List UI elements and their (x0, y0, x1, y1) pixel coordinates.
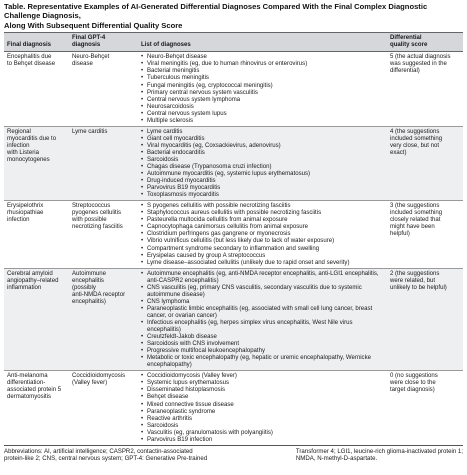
list-item: • Systemic lupus erythematosus (141, 380, 384, 387)
list-item: • Staphylococcus aureus cellulitis with possible necrotizing fasciitis (141, 210, 384, 217)
quality-score-cell: 3 (the suggestions included something closely related that might have been helpful) (387, 201, 463, 268)
list-item: • Central nervous system lupus (141, 111, 384, 118)
diagnoses-list-cell (138, 268, 387, 371)
quality-score-cell: 0 (no suggestions were close to the target diagnosis) (387, 371, 463, 445)
list-item: • Viral myocarditis (eg, Coxsackievirus, adenovirus) (141, 143, 384, 150)
list-item: • Multiple sclerosis (141, 118, 384, 125)
list-item: • Sarcoidosis with CNS involvement (141, 341, 384, 348)
final-diagnosis-cell: Encephalitis due to Behçet disease (4, 52, 69, 126)
list-item: • Central nervous system lymphoma (141, 97, 384, 104)
list-item: • Neurosarcoidosis (141, 104, 384, 111)
diagnoses-list-cell (138, 126, 387, 200)
table-header-row (4, 33, 463, 52)
list-item: • Paraneoplastic limbic encephalitis (eg, associated with small cell lung cancer, breast cancer, or ovarian cancer) (141, 306, 384, 320)
gpt4-diagnosis-cell: Coccidioidomycosis (Valley fever) (69, 371, 138, 445)
list-item: • Reactive arthritis (141, 416, 384, 423)
list-item: • Clostridium perfringens gas gangrene or myonecrosis (141, 231, 384, 238)
table-row (4, 371, 463, 445)
list-item: • Parvovirus B19 infection (141, 437, 384, 444)
table-caption (4, 2, 463, 30)
table-footnote (4, 448, 463, 463)
list-item: • Bacterial meningitis (141, 68, 384, 75)
list-item: • Progressive multifocal leukoencephalopathy (141, 348, 384, 355)
diagnoses-list-cell (138, 52, 387, 126)
list-item: • Mixed connective tissue disease (141, 402, 384, 409)
caption-line-2: Along With Subsequent Differential Quality Score (4, 20, 183, 30)
list-item: • Sarcoidosis (141, 157, 384, 164)
differential-table (4, 32, 463, 446)
table-row (4, 268, 463, 371)
list-item: • Capnocytophaga canimorsus cellulitis from animal exposure (141, 224, 384, 231)
list-item: • Lyme carditis (141, 129, 384, 136)
list-item: • Behçet disease (141, 394, 384, 401)
header-list-of-diagnoses: List of diagnoses (138, 33, 387, 52)
list-item: • Neuro-Behçet disease (141, 54, 384, 61)
gpt4-diagnosis-cell: Neuro-Behçet disease (69, 52, 138, 126)
caption-line-1: Table. Representative Examples of AI-Generated Differential Diagnoses Compared With the Final Complex Diagnostic Challenge Diagnosis, (4, 2, 428, 21)
gpt4-diagnosis-cell: Lyme carditis (69, 126, 138, 200)
list-item: • Pasteurella multocida cellulitis from animal exposure (141, 217, 384, 224)
quality-score-cell: 2 (the suggestions were related, but unlikely to be helpful) (387, 268, 463, 371)
header-final-diagnosis: Final diagnosis (4, 33, 69, 52)
list-item: • Vasculitis (eg, granulomatosis with polyangiitis) (141, 430, 384, 437)
list-item: • Erysipelas caused by group A streptococcus (141, 253, 384, 260)
table-row (4, 52, 463, 126)
list-item: • Bacterial endocarditis (141, 150, 384, 157)
list-item: • Compartment syndrome secondary to inflammation and swelling (141, 246, 384, 253)
list-item: • CNS vasculitis (eg, primary CNS vasculitis, secondary vasculitis due to systemic autoimmune disease) (141, 285, 384, 299)
diagnoses-list (141, 271, 384, 370)
header-gpt4-diagnosis: Final GPT-4 diagnosis (69, 33, 138, 52)
final-diagnosis-cell: Cerebral amyloid angiopathy–related inflammation (4, 268, 69, 371)
list-item: • Sarcoidosis (141, 423, 384, 430)
list-item: • Lyme disease–associated cellulitis (unlikely due to rapid onset and severity) (141, 260, 384, 267)
final-diagnosis-cell: Erysipelothrix rhusiopathiae infection (4, 201, 69, 268)
list-item: • Disseminated histoplasmosis (141, 387, 384, 394)
list-item: • Viral meningitis (eg, due to human rhinovirus or enterovirus) (141, 61, 384, 68)
diagnoses-list-cell (138, 201, 387, 268)
list-item: • Creutzfeldt-Jakob disease (141, 334, 384, 341)
diagnoses-list-cell (138, 371, 387, 445)
diagnoses-list (141, 203, 384, 266)
list-item: • S pyogenes cellulitis with possible necrotizing fasciitis (141, 203, 384, 210)
list-item: • Autoimmune myocarditis (eg, systemic lupus erythematosus) (141, 171, 384, 178)
list-item: • Toxoplasmosis myocarditis (141, 192, 384, 199)
list-item: • Vibrio vulnificus cellulitis (but less likely due to lack of water exposure) (141, 238, 384, 245)
final-diagnosis-cell: Anti-melanoma differentiation- associated protein 5 dermatomyositis (4, 371, 69, 445)
list-item: • Paraneoplastic syndrome (141, 409, 384, 416)
gpt4-diagnosis-cell: Streptococcus pyogenes cellulitis with possible necrotizing fasciitis (69, 201, 138, 268)
diagnoses-list (141, 54, 384, 124)
list-item: • Parvovirus B19 myocarditis (141, 185, 384, 192)
footnote-right: Transformer 4; LGI1, leucine-rich glioma-inactivated protein 1; NMDA, N-methyl-D-aspartate. (295, 447, 463, 463)
final-diagnosis-cell: Regional myocarditis due to infection with Listeria monocytogenes (4, 126, 69, 200)
list-item: • Fungal meningitis (eg, cryptococcal meningitis) (141, 83, 384, 90)
list-item: • Primary central nervous system vasculitis (141, 90, 384, 97)
list-item: • Giant cell myocarditis (141, 136, 384, 143)
list-item: • Metabolic or toxic encephalopathy (eg, hepatic or uremic encephalopathy, Wernicke encephalopathy) (141, 355, 384, 369)
quality-score-cell: 4 (the suggestions included something very close, but not exact) (387, 126, 463, 200)
list-item: • Coccidioidomycosis (Valley fever) (141, 373, 384, 380)
list-item: • Drug-induced myocarditis (141, 178, 384, 185)
list-item: • Autoimmune encephalitis (eg, anti-NMDA receptor encephalitis, anti-LGI1 encephalitis, anti-CASPR2 encephalitis) (141, 271, 384, 285)
diagnoses-list (141, 373, 384, 443)
list-item: • Infectious encephalitis (eg, herpes simplex virus encephalitis, West Nile virus encephalitis) (141, 320, 384, 334)
table-row (4, 126, 463, 200)
gpt4-diagnosis-cell: Autoimmune encephalitis (possibly anti-NMDA receptor encephalitis) (69, 268, 138, 371)
list-item: • Tuberculous meningitis (141, 75, 384, 82)
diagnoses-list (141, 129, 384, 199)
list-item: • Chagas disease (Trypanosoma cruzi infection) (141, 164, 384, 171)
list-item: • CNS lymphoma (141, 299, 384, 306)
table-row (4, 201, 463, 268)
quality-score-cell: 5 (the actual diagnosis was suggested in the differential) (387, 52, 463, 126)
header-quality-score: Differential quality score (387, 33, 463, 52)
footnote-left: Abbreviations: AI, artificial intelligence; CASPR2, contactin-associated protein-like 2; CNS, central nervous system; GPT-4: Generative Pre-trained (4, 447, 208, 463)
